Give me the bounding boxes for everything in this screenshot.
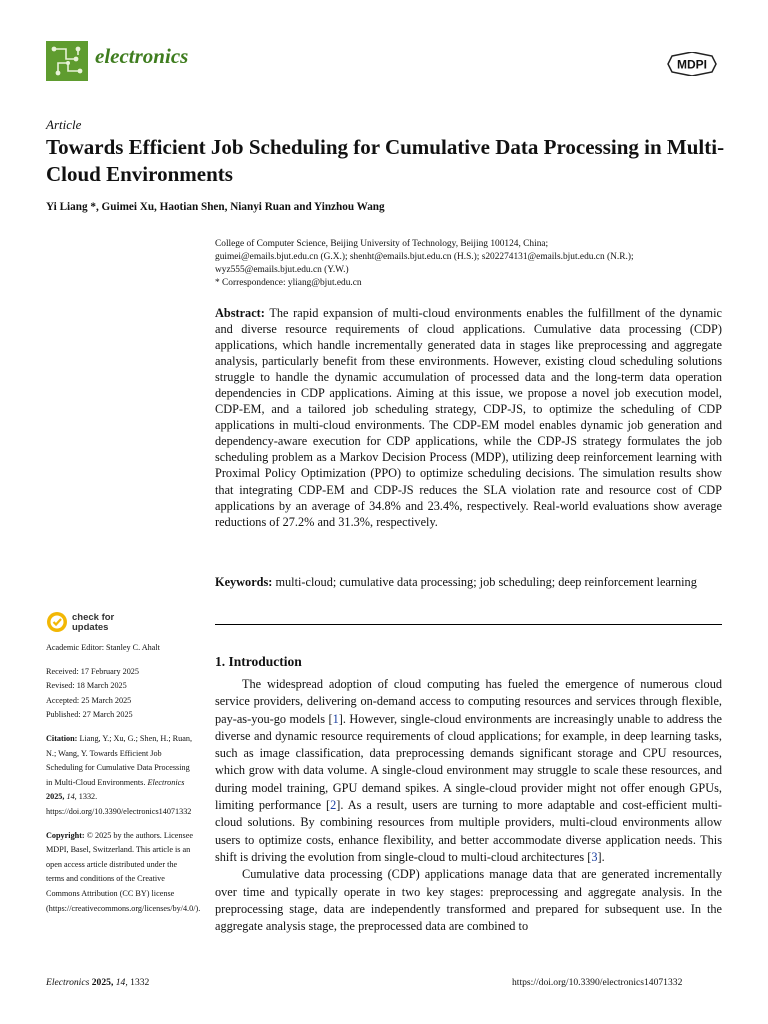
author-list: Yi Liang *, Guimei Xu, Haotian Shen, Nianyi Ruan and Yinzhou Wang	[46, 201, 385, 213]
copyright-text: © 2025 by the authors. Licensee MDPI, Basel, Switzerland. This article is an open access article distributed under the terms and conditions of the Creative Commons Attribution (CC BY) license (https://creativecommons.org/licenses/by/4.0/).	[46, 830, 201, 913]
affiliation-block	[215, 238, 735, 290]
accepted-date: Accepted: 25 March 2025	[46, 695, 132, 705]
citation-text: Liang, Y.; Xu, G.; Shen, H.; Ruan, N.; Wang, Y. Towards Efficient Job Scheduling for Cumulative Data Processing in Multi-Cloud Environments.	[46, 733, 193, 787]
published-date: Published: 27 March 2025	[46, 710, 133, 720]
correspondence-line: * Correspondence: yliang@bjut.edu.cn	[215, 278, 362, 288]
footer-volume: 14,	[115, 977, 128, 988]
citation-label: Citation:	[46, 733, 78, 743]
footer-citation	[46, 977, 149, 988]
section-heading: 1. Introduction	[215, 654, 302, 669]
journal-logo-icon	[46, 41, 88, 81]
citation-link[interactable]: 3	[591, 849, 598, 864]
citation-journal: Electronics	[147, 777, 185, 787]
intro-body	[215, 676, 722, 935]
abstract	[215, 305, 722, 530]
email-line: wyz555@emails.bjut.edu.cn (Y.W.)	[215, 265, 349, 275]
affiliation-line: College of Computer Science, Beijing University of Technology, Beijing 100124, China;	[215, 239, 549, 249]
paper-title: Towards Efficient Job Scheduling for Cumulative Data Processing in Multi-Cloud Environments	[46, 135, 725, 186]
abstract-text: The rapid expansion of multi-cloud environments enables the fulfillment of the dynamic and diverse resource requirements of cloud applications. Cumulative data processing (CDP) applications, which handle incrementally generated data in stages like preprocessing and aggregate analysis, particularly benefit from these environments. However, existing cloud scheduling solutions struggle to handle the dynamic accumulation of processed data and the long-term data operation dependencies in CDP applications. Aiming at this issue, we propose a novel job execution model, CDP-EM, and a tailored job scheduling strategy, CDP-JS, to optimize the scheduling of CDP applications in multi-cloud environments. The CDP-EM model enables dynamic job generation and dependency-aware execution for CDP applications, while the CDP-JS strategy formulates the job scheduling problem as a Markov Decision Process (MDP), utilizing deep reinforcement learning with Proximal Policy Optimization (PPO) to optimize scheduling decisions. The simulation results show that integrating CDP-EM and CDP-JS reduces the SLA violation rate and resource cost of CDP applications by an average of 34.8% and 23.4%, respectively. Real-world evaluations show average reductions of 27.2% and 31.3%, respectively.	[215, 306, 722, 529]
email-line: guimei@emails.bjut.edu.cn (G.X.); shenht@emails.bjut.edu.cn (H.S.); s202274131@emails.bjut.edu.cn (N.R.);	[215, 252, 634, 262]
revised-date: Revised: 18 March 2025	[46, 681, 127, 691]
keywords-label: Keywords:	[215, 575, 273, 589]
citation-year: 2025,	[46, 792, 65, 802]
section-divider	[215, 624, 722, 625]
abstract-label: Abstract:	[215, 306, 265, 320]
footer-year: 2025,	[91, 977, 114, 988]
intro-paragraph-2: Cumulative data processing (CDP) applications manage data that are generated incrementally over time and typically operate in two key stages: preprocessing and aggregate analysis. In the preprocessing stage, data are independently transformed and prepared for subsequent use. In the aggregate analysis stage, the preprocessed data are combined to	[215, 867, 722, 934]
sidebar-notes	[46, 641, 201, 925]
intro-paragraph-1	[215, 676, 722, 866]
mdpi-logo	[666, 52, 718, 76]
citation-volume: 14,	[66, 792, 77, 802]
check-for-label: check for	[72, 612, 115, 623]
received-date: Received: 17 February 2025	[46, 666, 139, 676]
updates-label: updates	[72, 622, 109, 633]
copyright-label: Copyright:	[46, 830, 85, 840]
keywords-text: multi-cloud; cumulative data processing; job scheduling; deep reinforcement learning	[275, 575, 697, 589]
paragraph-text: ].	[597, 849, 605, 864]
paragraph-text: ]. As a result, users are turning to more adaptable and cost-efficient multi-cloud solutions. By combining resources from multiple providers, multi-cloud environments allow users to optimize costs, enhance flexibility, and better accommodate diverse application needs. This shift is driving the evolution from single-cloud to multi-cloud architectures [	[215, 798, 722, 864]
check-for-updates-badge[interactable]	[46, 611, 186, 637]
citation-doi[interactable]: 1332. https://doi.org/10.3390/electronics14071332	[46, 792, 192, 816]
paragraph-text: The widespread adoption of cloud computing has fueled the emergence of numerous cloud service providers, delivering on-demand access to computing resources and services through flexible, pay-as-you-go models [	[215, 677, 722, 726]
footer-doi-link[interactable]: https://doi.org/10.3390/electronics14071332	[512, 977, 683, 988]
article-type: Article	[46, 117, 82, 132]
academic-editor: Academic Editor: Stanley C. Ahalt	[46, 643, 160, 652]
citation-link[interactable]: 1	[332, 711, 339, 726]
citation-block	[46, 732, 196, 820]
footer-journal: Electronics	[46, 977, 90, 988]
check-for-updates-icon	[46, 611, 68, 633]
footer-article: 1332	[130, 977, 150, 988]
citation-link[interactable]: 2	[330, 798, 337, 813]
mdpi-wordmark: MDPI	[677, 57, 707, 72]
keywords	[215, 574, 722, 591]
copyright-block	[46, 829, 201, 917]
journal-name: electronics	[95, 44, 189, 68]
paragraph-text: ]. However, single-cloud environments are increasingly unable to address the diverse and dynamic resource requirements of cloud applications; for example, in deep learning tasks, such as image classification, data preprocessing demands significant storage and CPU resources, which grow with data volume. A single-cloud environment may struggle to scale these resources, and during model training, GPU demand spikes. A single-cloud provider might not offer enough GPUs, limiting performance [	[215, 711, 722, 813]
